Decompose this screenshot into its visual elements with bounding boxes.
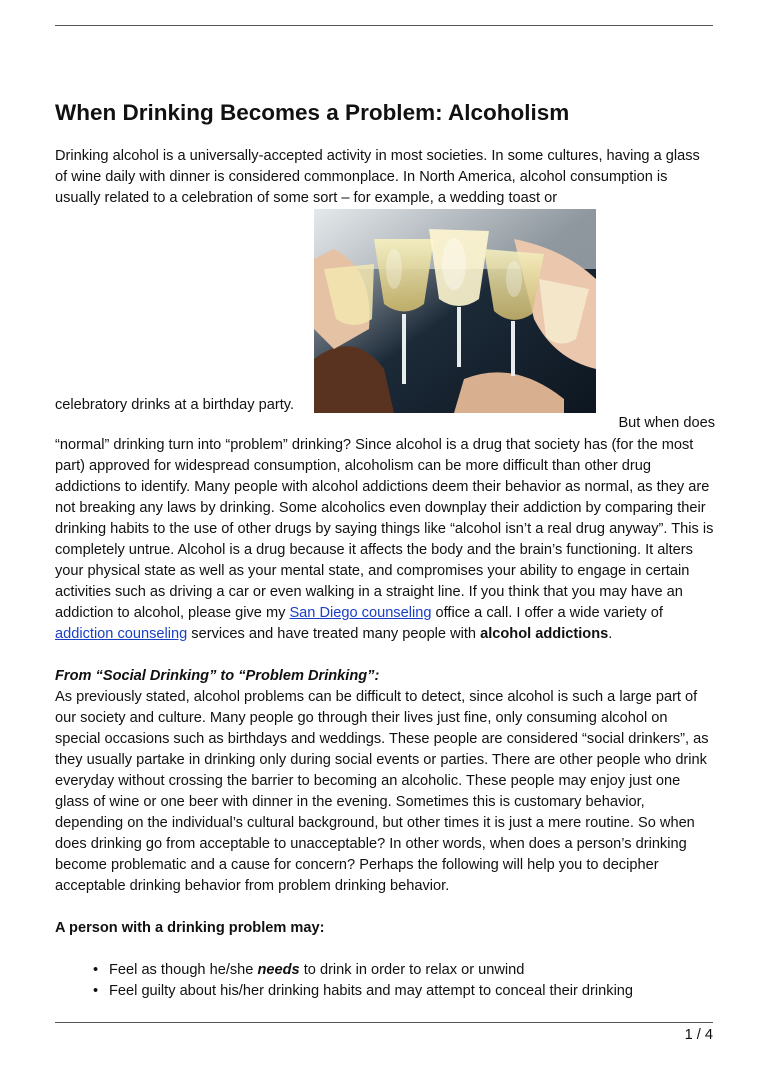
footer-rule — [55, 1022, 713, 1023]
para1-text-a: “normal” drinking turn into “problem” drinking? Since alcohol is a drug that society has (for the most part) approved for widespread consumption, alcoholism can be more difficult than other drug addictions to identify. Many people with alcohol addictions deem their behavior as normal, as they are not breaking any laws by drinking. Some alcoholics even downplay their addiction by comparing their drinking habits to the use of other drugs by saying things like “alcohol isn’t a real drug anyway”. This is completely untrue. Alcohol is a drug because it affects the body and the brain’s functioning. It alters your physical state as well as your mental state, and compromises your ability to engage in certain activities such as driving a car or even walking in a straight line. If you think that you may have an addiction to alcohol, please give my — [55, 437, 714, 621]
champagne-toast-photo — [314, 209, 596, 413]
body-paragraph-2: As previously stated, alcohol problems can be difficult to detect, since alcohol is such a large part of our society and culture. Many people go through their lives just fine, only consuming alcohol on special occasions such as birthdays and weddings. These people are considered “social drinkers”, as they usually partake in drinking only during social events or parties. There are other people who drink everyday without crossing the barrier to becoming an alcoholic. These people may enjoy just one glass of wine or one beer with dinner in the evening. Sometimes this is customary behavior, depending on the individual’s cultural background, but other times it is just a mere routine. So when does drinking go from acceptable to unacceptable? In other words, when does a person’s drinking become problematic and a cause for concern? Perhaps the following will help you to decipher acceptable drinking behavior from problem drinking behavior. — [55, 689, 709, 894]
addiction-counseling-link[interactable]: addiction counseling — [55, 626, 188, 642]
photo-row — [55, 209, 715, 435]
para1-text-c: services and have treated many people with — [187, 626, 481, 642]
bullet1-text-a: Feel as though he/she — [109, 962, 258, 978]
bullet1-emphasis: needs — [257, 962, 300, 978]
list-item — [109, 960, 715, 981]
san-diego-counseling-link[interactable]: San Diego counseling — [289, 605, 432, 621]
photo-after-text: But when does — [618, 415, 715, 431]
bullet1-text-b: to drink in order to relax or unwind — [299, 962, 525, 978]
body-paragraph-1 — [55, 435, 715, 645]
section-heading: From “Social Drinking” to “Problem Drinking”: — [55, 668, 380, 684]
para1-text-b: office a call. I offer a wide variety of — [431, 605, 663, 621]
page-number: 1 / 4 — [684, 1027, 713, 1043]
symptom-list — [55, 960, 715, 1002]
intro-paragraph: Drinking alcohol is a universally-accepted activity in most societies. In some cultures, having a glass of wine daily with dinner is considered commonplace. In North America, alcohol consumption is usually related to a celebration of some sort – for example, a wedding toast or — [55, 148, 700, 206]
document-title: When Drinking Becomes a Problem: Alcoholism — [55, 100, 570, 125]
alcohol-addictions-bold: alcohol addictions — [480, 626, 609, 642]
list-heading: A person with a drinking problem may: — [55, 920, 325, 936]
document-page — [55, 98, 715, 1002]
para1-text-d: . — [608, 626, 613, 642]
header-rule — [55, 25, 713, 26]
photo-caption: celebratory drinks at a birthday party. — [55, 397, 295, 413]
list-item: • Feel guilty about his/her drinking habits and may attempt to conceal their drinking — [109, 981, 715, 1002]
